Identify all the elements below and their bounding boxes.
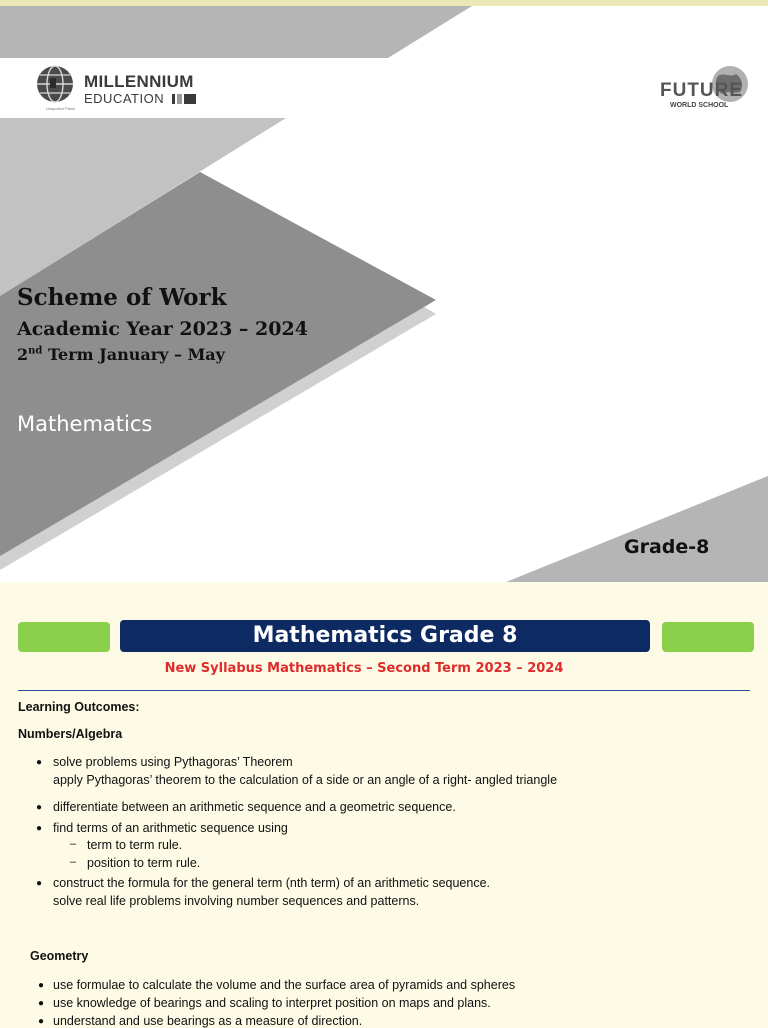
logo-tagline: Unspoken Plans [46,106,76,111]
learning-outcomes-heading: Learning Outcomes: [18,700,140,714]
globe-icon [34,64,76,106]
logo-line2: EDUCATION [84,91,165,106]
subject: Mathematics [17,412,153,436]
millennium-education-logo [34,64,214,114]
outcome-item: solve real life problems involving number sequences and patterns. [53,894,420,908]
logo-blocks-icon [172,94,198,104]
sub-item: term to term rule. [87,838,183,852]
logo-mark: FUTURE [660,80,744,101]
logo-line1: MILLENNIUM [84,72,194,91]
geometry-item: use formulae to calculate the volume and the surface area of pyramids and spheres [53,978,516,992]
document-title: Scheme of Work [17,284,227,311]
syllabus-page [0,590,768,1028]
bullet: ● [36,757,43,768]
subject-banner: Mathematics Grade 8 [120,620,650,652]
geometry-item: understand and use bearings as a measure of direction. [53,1014,363,1028]
outcome-item: solve problems using Pythagoras’ Theorem [53,755,293,769]
green-bar-left [18,622,110,652]
academic-year: Academic Year 2023 – 2024 [17,318,308,340]
term-number: 2 [17,345,29,364]
sub-item: position to term rule. [87,856,201,870]
outcome-item: construct the formula for the general term (nth term) of an arithmetic sequence. [53,876,491,890]
future-world-school-logo [656,64,752,112]
term-suffix: nd [28,345,43,357]
green-bar-right [662,622,754,652]
bullet: ● [38,1016,45,1027]
outcome-item: apply Pythagoras’ theorem to the calculation of a side or an angle of a right- angled triangle [53,773,558,787]
term-line [17,345,225,364]
logo-subtitle: WORLD SCHOOL [670,102,729,109]
term-text: Term January – May [42,345,225,364]
bullet: ● [38,998,45,1009]
geometry-heading: Geometry [30,949,89,963]
grade-label: Grade-8 [624,536,710,558]
dash-bullet: – [70,838,77,850]
bullet: ● [36,802,43,813]
bullet: ● [38,980,45,991]
outcome-item: differentiate between an arithmetic sequence and a geometric sequence. [53,800,456,814]
bullet: ● [36,878,43,889]
dash-bullet: – [70,856,77,868]
bullet: ● [36,823,43,834]
syllabus-subtitle: New Syllabus Mathematics – Second Term 2023 – 2024 [164,661,564,676]
outcome-item: find terms of an arithmetic sequence using [53,821,288,835]
geometry-item: use knowledge of bearings and scaling to interpret position on maps and plans. [53,996,491,1010]
divider [18,690,750,691]
numbers-algebra-heading: Numbers/Algebra [18,727,123,741]
